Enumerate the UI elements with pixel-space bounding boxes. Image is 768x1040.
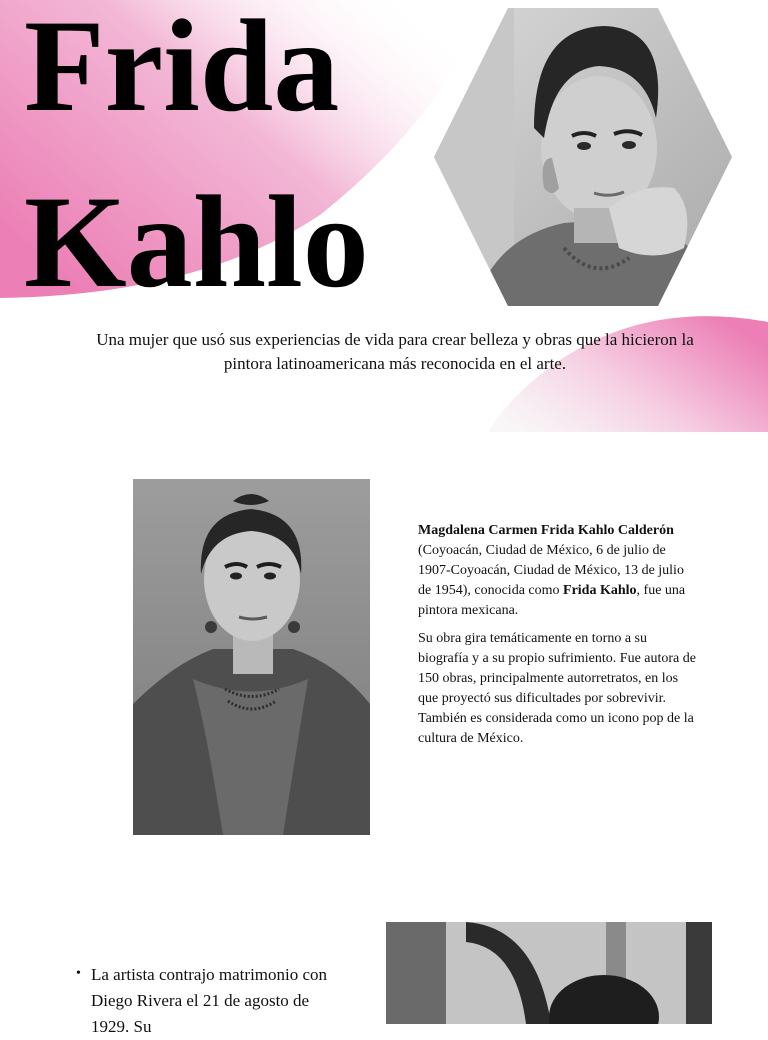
full-name: Magdalena Carmen Frida Kahlo Calderón (418, 523, 674, 538)
title-last-name: Kahlo (24, 168, 369, 315)
short-name: Frida Kahlo (563, 583, 637, 598)
bio-paragraph-1: Magdalena Carmen Frida Kahlo Calderón (Coyoacán, Ciudad de México, 6 de julio de 1907-Coyoacán, Ciudad de México, 13 de julio de 1954), conocida como Frida Kahlo, fue una pintora mexicana. (418, 523, 686, 618)
title-first-name: Frida (24, 0, 340, 139)
bio-paragraph-2: Su obra gira temáticamente en torno a su biografía y a su propio sufrimiento. Fue autora de 150 obras, principalmente autorretratos, en los que proyectó sus dificultades por sobrevivir. También es considerada como un icono pop de la cultura de México. (418, 631, 696, 746)
intro-text: Una mujer que usó sus experiencias de vida para crear belleza y obras que la hicieron la pintora latinoamericana más reconocida en el arte. (96, 330, 694, 373)
bullet-icon: • (76, 966, 81, 981)
biography-text (418, 521, 700, 757)
facts-list (74, 962, 344, 1040)
portrait-photo (133, 479, 370, 835)
hexagon-portrait-photo (434, 8, 732, 306)
couple-photo (386, 922, 712, 1024)
list-item: • La artista contrajo matrimonio con Diego Rivera el 21 de agosto de 1929. Su (74, 962, 344, 1040)
